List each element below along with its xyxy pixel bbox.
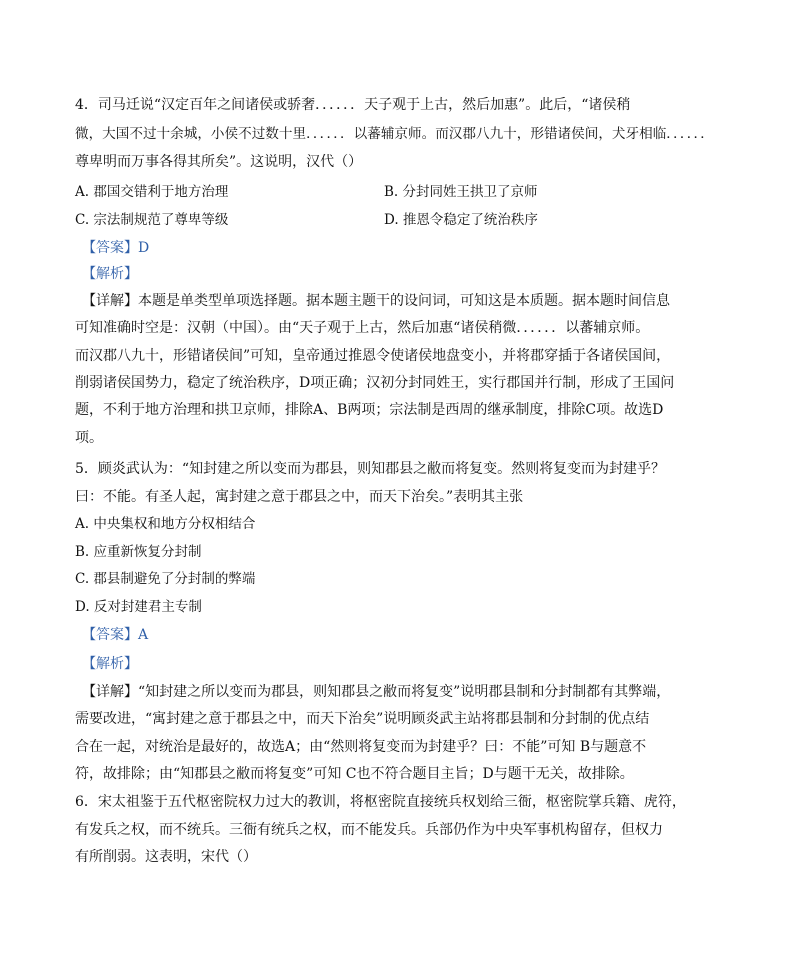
q4-option-b: B. 分封同姓王拱卫了京师: [384, 184, 538, 200]
q5-detail-line-4: 符，故排除；由“知郡县之敝而将复变”可知 C也不符合题目主旨；D与题干无关，故排除。: [75, 766, 634, 782]
q5-option-c: C. 郡县制避免了分封制的弊端: [75, 571, 256, 587]
q5-detail-line-3: 合在一起，对统治是最好的，故选A；由“然则将复变而为封建乎？曰：不能”可知 B与题意不: [75, 739, 647, 755]
q5-detail-line-2: 需要改进，“寓封建之意于郡县之中，而天下治矣”说明顾炎武主站将郡县制和分封制的优点结: [75, 711, 650, 727]
q5-analysis-label: 【解析】: [82, 656, 138, 672]
q4-stem-line-3: 尊卑明而万事各得其所矣”。这说明，汉代（）: [75, 154, 363, 170]
q5-option-b: B. 应重新恢复分封制: [75, 544, 202, 560]
q4-analysis-label: 【解析】: [82, 266, 138, 282]
q5-option-a: A. 中央集权和地方分权相结合: [75, 516, 256, 532]
q4-answer: 【答案】D: [82, 240, 150, 256]
q5-answer: 【答案】A: [82, 627, 149, 643]
q6-stem-line-2: 有发兵之权，而不统兵。三衙有统兵之权，而不能发兵。兵部仍作为中央军事机构留存，但权力: [75, 822, 663, 838]
q6-stem-line-3: 有所削弱。这表明，宋代（）: [75, 849, 257, 865]
q4-stem-line-1: 4．司马迁说“汉定百年之间诸侯或骄奢．．．．．．天子观于上古，然后加惠”。此后，“诸侯稍: [75, 97, 631, 113]
q4-detail-line-2: 可知准确时空是：汉朝（中国）。由“天子观于上古，然后加惠“诸侯稍微．．．．．．以蕃辅京师。: [75, 320, 650, 336]
q5-stem-line-1: 5．顾炎武认为：“知封建之所以变而为郡县，则知郡县之敝而将复变。然则将复变而为封建乎？: [75, 461, 666, 477]
q5-detail-line-1: 【详解】“知封建之所以变而为郡县，则知郡县之敝而将复变”说明郡县制和分封制都有其弊端，: [82, 684, 671, 700]
q4-detail-line-4: 削弱诸侯国势力，稳定了统治秩序，D项正确；汉初分封同姓王，实行郡国并行制，形成了王国问: [75, 375, 675, 391]
q5-stem-line-2: 曰：不能。有圣人起，寓封建之意于郡县之中，而天下治矣。”表明其主张: [75, 489, 524, 505]
q5-option-d: D. 反对封建君主专制: [75, 599, 202, 615]
q6-stem-line-1: 6．宋太祖鉴于五代枢密院权力过大的教训，将枢密院直接统兵权划给三衙，枢密院掌兵籍、虎符，: [75, 794, 686, 810]
q4-stem-line-2: 微，大国不过十余城，小侯不过数十里．．．．．．以蕃辅京师。而汉郡八九十，形错诸侯间，犬牙相临．．．．．．: [75, 126, 714, 142]
q4-option-c: C. 宗法制规范了尊卑等级: [75, 212, 229, 228]
q4-detail-line-6: 项。: [75, 430, 103, 446]
q4-detail-line-5: 题，不利于地方治理和拱卫京师，排除A、B两项；宗法制是西周的继承制度，排除C项。故选D: [75, 402, 664, 418]
q4-option-a: A. 郡国交错利于地方治理: [75, 184, 229, 200]
q4-option-d: D. 推恩令稳定了统治秩序: [384, 212, 538, 228]
q4-detail-line-1: 【详解】本题是单类型单项选择题。据本题主题干的设问词，可知这是本质题。据本题时间信息: [82, 293, 670, 309]
q4-detail-line-3: 而汉郡八九十，形错诸侯间”可知，皇帝通过推恩令使诸侯地盘变小，并将郡穿插于各诸侯国间，: [75, 348, 671, 364]
